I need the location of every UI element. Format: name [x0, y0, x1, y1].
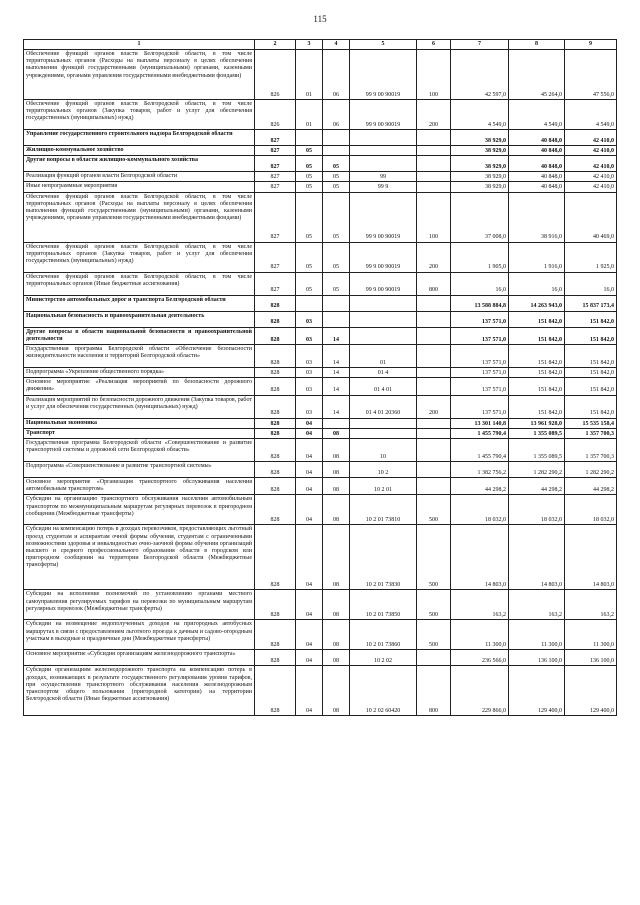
row-name-cell: Обеспечение функций органов власти Белгородской области, в том числе территориальных органов (Расходы на выплаты персоналу в целях обеспечения выполнения функций государственными (муниципальными) органами, казенными учреждениями, органами управления государственными внебюджетными фондами)	[24, 50, 255, 100]
amount-year2-cell: 40 848,0	[509, 172, 565, 182]
table-row	[24, 50, 617, 100]
expense-type-cell: 500	[417, 590, 451, 620]
ved-code-cell: 827	[255, 146, 296, 156]
table-row	[24, 525, 617, 590]
row-name-cell: Реализация мероприятий по безопасности дорожного движения (Закупка товаров, работ и услуг для обеспечения государственных (муниципальных) нужд)	[24, 395, 255, 418]
subsection-code-cell: 08	[323, 666, 350, 716]
row-name-cell: Транспорт	[24, 428, 255, 438]
table-row	[24, 378, 617, 395]
subsection-code-cell: 05	[323, 272, 350, 295]
amount-year3-cell: 15 535 158,4	[565, 418, 617, 428]
ved-code-cell: 828	[255, 368, 296, 378]
target-article-cell: 99 9 00 90019	[350, 192, 417, 242]
amount-year3-cell: 151 842,0	[565, 378, 617, 395]
section-code-cell: 05	[296, 192, 323, 242]
subsection-code-cell: 14	[323, 327, 350, 344]
target-article-cell: 10	[350, 439, 417, 462]
amount-year1-cell: 137 571,0	[451, 378, 509, 395]
ved-code-cell: 827	[255, 172, 296, 182]
expense-type-cell	[417, 295, 451, 311]
amount-year3-cell: 42 410,0	[565, 146, 617, 156]
expense-type-cell: 200	[417, 100, 451, 130]
expense-type-cell	[417, 428, 451, 438]
amount-year2-cell: 38 916,0	[509, 192, 565, 242]
expense-type-cell	[417, 182, 451, 192]
section-code-cell: 05	[296, 272, 323, 295]
amount-year1-cell: 18 032,0	[451, 495, 509, 525]
amount-year1-cell: 38 929,0	[451, 182, 509, 192]
section-code-cell	[296, 295, 323, 311]
amount-year1-cell: 137 571,0	[451, 368, 509, 378]
amount-year1-cell: 13 301 140,8	[451, 418, 509, 428]
header-cell: 4	[323, 40, 350, 50]
target-article-cell: 99 9 00 90019	[350, 100, 417, 130]
table-header-row	[24, 40, 617, 50]
row-name-cell: Реализация функций органов власти Белгородской области	[24, 172, 255, 182]
amount-year2-cell: 40 848,0	[509, 130, 565, 146]
table-row	[24, 428, 617, 438]
amount-year3-cell: 151 842,0	[565, 327, 617, 344]
amount-year1-cell: 14 803,0	[451, 525, 509, 590]
target-article-cell	[350, 146, 417, 156]
header-cell: 1	[24, 40, 255, 50]
subsection-code-cell: 14	[323, 345, 350, 368]
target-article-cell: 10 2 01 73830	[350, 525, 417, 590]
subsection-code-cell: 08	[323, 525, 350, 590]
subsection-code-cell	[323, 130, 350, 146]
amount-year3-cell: 151 842,0	[565, 311, 617, 327]
section-code-cell: 03	[296, 311, 323, 327]
amount-year3-cell: 14 803,0	[565, 525, 617, 590]
expense-type-cell: 500	[417, 495, 451, 525]
section-code-cell: 05	[296, 156, 323, 172]
row-name-cell: Обеспечение функций органов власти Белгородской области, в том числе территориальных органов (Расходы на выплаты персоналу в целях обеспечения выполнения функций государственными (муниципальными) органами, казенными учреждениями, органами управления государственными внебюджетными фондами)	[24, 192, 255, 242]
expense-type-cell	[417, 378, 451, 395]
amount-year3-cell: 16,0	[565, 272, 617, 295]
ved-code-cell: 828	[255, 395, 296, 418]
subsection-code-cell: 05	[323, 192, 350, 242]
expense-type-cell	[417, 172, 451, 182]
amount-year2-cell: 13 961 928,0	[509, 418, 565, 428]
target-article-cell	[350, 418, 417, 428]
table-row	[24, 272, 617, 295]
amount-year2-cell: 163,2	[509, 590, 565, 620]
amount-year2-cell: 1 282 290,2	[509, 462, 565, 478]
amount-year2-cell: 40 848,0	[509, 146, 565, 156]
amount-year3-cell: 47 556,0	[565, 50, 617, 100]
amount-year2-cell: 129 400,0	[509, 666, 565, 716]
subsection-code-cell	[323, 295, 350, 311]
target-article-cell: 99 9	[350, 182, 417, 192]
expense-type-cell: 200	[417, 395, 451, 418]
table-body	[24, 50, 617, 716]
table-row	[24, 478, 617, 495]
subsection-code-cell: 08	[323, 428, 350, 438]
amount-year2-cell: 45 264,0	[509, 50, 565, 100]
amount-year2-cell: 151 842,0	[509, 378, 565, 395]
table-row	[24, 368, 617, 378]
target-article-cell	[350, 428, 417, 438]
target-article-cell: 99 9 00 90019	[350, 242, 417, 272]
table-row	[24, 495, 617, 525]
target-article-cell: 01	[350, 345, 417, 368]
ved-code-cell: 828	[255, 439, 296, 462]
expense-type-cell	[417, 368, 451, 378]
subsection-code-cell: 05	[323, 182, 350, 192]
header-cell: 8	[509, 40, 565, 50]
ved-code-cell: 827	[255, 272, 296, 295]
ved-code-cell: 826	[255, 100, 296, 130]
ved-code-cell: 828	[255, 666, 296, 716]
table-row	[24, 182, 617, 192]
header-cell: 2	[255, 40, 296, 50]
expense-type-cell	[417, 156, 451, 172]
ved-code-cell: 828	[255, 590, 296, 620]
target-article-cell	[350, 156, 417, 172]
ved-code-cell: 828	[255, 345, 296, 368]
row-name-cell: Субсидии на компенсацию потерь в доходах перевозчиков, предоставляющих льготный проезд студентам и аспирантам очной формы обучения, студентам с ограниченными возможностями здоровья и инвалидностью очно-заочной формы обучения организаций высшего и среднего профессионального образования области в городском или пригородном сообщении на территории Белгородской области (Межбюджетные трансферты)	[24, 525, 255, 590]
page-number: 115	[313, 14, 327, 24]
amount-year1-cell: 38 929,0	[451, 172, 509, 182]
row-name-cell: Подпрограмма «Совершенствование и развитие транспортной системы»	[24, 462, 255, 478]
subsection-code-cell: 05	[323, 242, 350, 272]
amount-year3-cell: 1 925,0	[565, 242, 617, 272]
expense-type-cell	[417, 345, 451, 368]
expense-type-cell	[417, 418, 451, 428]
target-article-cell	[350, 295, 417, 311]
ved-code-cell: 828	[255, 327, 296, 344]
ved-code-cell: 828	[255, 525, 296, 590]
expense-type-cell: 500	[417, 525, 451, 590]
amount-year3-cell: 1 357 700,3	[565, 428, 617, 438]
target-article-cell: 01 4 01 20360	[350, 395, 417, 418]
expense-type-cell: 500	[417, 620, 451, 650]
row-name-cell: Основное мероприятие «Субсидии организациям железнодорожного транспорта»	[24, 650, 255, 666]
table-row	[24, 311, 617, 327]
amount-year3-cell: 151 842,0	[565, 395, 617, 418]
target-article-cell: 01 4 01	[350, 378, 417, 395]
target-article-cell: 10 2 02	[350, 650, 417, 666]
amount-year1-cell: 11 300,0	[451, 620, 509, 650]
amount-year1-cell: 44 298,2	[451, 478, 509, 495]
amount-year2-cell: 14 803,0	[509, 525, 565, 590]
section-code-cell: 04	[296, 650, 323, 666]
subsection-code-cell: 14	[323, 395, 350, 418]
target-article-cell	[350, 311, 417, 327]
target-article-cell: 99	[350, 172, 417, 182]
section-code-cell: 01	[296, 100, 323, 130]
header-cell: 5	[350, 40, 417, 50]
row-name-cell: Субсидии на исполнение полномочий по установлению органами местного самоуправления регулируемых тарифов на перевозки по муниципальным маршрутам регулярных перевозок (Межбюджетные трансферты)	[24, 590, 255, 620]
section-code-cell: 03	[296, 378, 323, 395]
amount-year1-cell: 4 549,0	[451, 100, 509, 130]
expense-type-cell: 800	[417, 666, 451, 716]
amount-year1-cell: 37 008,0	[451, 192, 509, 242]
header-cell: 6	[417, 40, 451, 50]
ved-code-cell: 826	[255, 50, 296, 100]
ved-code-cell: 828	[255, 462, 296, 478]
row-name-cell: Управление государственного строительного надзора Белгородской области	[24, 130, 255, 146]
amount-year3-cell: 15 837 173,4	[565, 295, 617, 311]
section-code-cell: 03	[296, 395, 323, 418]
amount-year1-cell: 1 455 790,4	[451, 439, 509, 462]
amount-year1-cell: 137 571,0	[451, 345, 509, 368]
amount-year2-cell: 4 549,0	[509, 100, 565, 130]
expense-type-cell	[417, 478, 451, 495]
subsection-code-cell: 08	[323, 478, 350, 495]
ved-code-cell: 828	[255, 478, 296, 495]
amount-year1-cell: 16,0	[451, 272, 509, 295]
ved-code-cell: 828	[255, 428, 296, 438]
row-name-cell: Государственная программа Белгородской области «Обеспечение безопасности жизнедеятельности населения и территорий Белгородской области»	[24, 345, 255, 368]
target-article-cell: 99 9 00 90019	[350, 50, 417, 100]
amount-year3-cell: 1 282 290,2	[565, 462, 617, 478]
amount-year2-cell: 16,0	[509, 272, 565, 295]
amount-year3-cell: 18 032,0	[565, 495, 617, 525]
expense-type-cell	[417, 311, 451, 327]
row-name-cell: Национальная безопасность и правоохранительная деятельность	[24, 311, 255, 327]
subsection-code-cell: 08	[323, 590, 350, 620]
row-name-cell: Иные непрограммные мероприятия	[24, 182, 255, 192]
table-row	[24, 345, 617, 368]
target-article-cell: 10 2 02 60420	[350, 666, 417, 716]
section-code-cell: 03	[296, 368, 323, 378]
amount-year1-cell: 1 455 790,4	[451, 428, 509, 438]
section-code-cell: 05	[296, 146, 323, 156]
amount-year1-cell: 1 382 756,2	[451, 462, 509, 478]
expense-type-cell	[417, 650, 451, 666]
amount-year3-cell: 42 410,0	[565, 172, 617, 182]
subsection-code-cell	[323, 418, 350, 428]
subsection-code-cell: 08	[323, 620, 350, 650]
amount-year3-cell: 151 842,0	[565, 368, 617, 378]
amount-year1-cell: 38 929,0	[451, 130, 509, 146]
section-code-cell: 03	[296, 327, 323, 344]
ved-code-cell: 828	[255, 418, 296, 428]
table-row	[24, 192, 617, 242]
section-code-cell: 04	[296, 462, 323, 478]
target-article-cell	[350, 130, 417, 146]
target-article-cell: 10 2 01 73850	[350, 590, 417, 620]
row-name-cell: Субсидии на организацию транспортного обслуживания населения автомобильным транспортом по межмуниципальным маршрутам регулярных перевозок в пригородном сообщении (Межбюджетные трансферты)	[24, 495, 255, 525]
table-row	[24, 418, 617, 428]
section-code-cell: 04	[296, 478, 323, 495]
amount-year1-cell: 1 905,0	[451, 242, 509, 272]
target-article-cell: 01 4	[350, 368, 417, 378]
table-row	[24, 620, 617, 650]
ved-code-cell: 827	[255, 182, 296, 192]
amount-year2-cell: 44 298,2	[509, 478, 565, 495]
section-code-cell: 04	[296, 525, 323, 590]
row-name-cell: Подпрограмма «Укрепление общественного порядка»	[24, 368, 255, 378]
amount-year2-cell: 151 842,0	[509, 395, 565, 418]
section-code-cell: 04	[296, 620, 323, 650]
amount-year2-cell: 151 842,0	[509, 345, 565, 368]
amount-year3-cell: 11 300,0	[565, 620, 617, 650]
header-cell: 7	[451, 40, 509, 50]
section-code-cell: 05	[296, 242, 323, 272]
section-code-cell: 05	[296, 182, 323, 192]
section-code-cell: 04	[296, 590, 323, 620]
ved-code-cell: 828	[255, 495, 296, 525]
subsection-code-cell: 06	[323, 100, 350, 130]
section-code-cell: 04	[296, 439, 323, 462]
target-article-cell: 10 2 01 73860	[350, 620, 417, 650]
amount-year1-cell: 38 929,0	[451, 156, 509, 172]
subsection-code-cell: 08	[323, 495, 350, 525]
table-row	[24, 146, 617, 156]
amount-year3-cell: 40 469,0	[565, 192, 617, 242]
amount-year2-cell: 11 300,0	[509, 620, 565, 650]
row-name-cell: Субсидии организациям железнодорожного транспорта на компенсацию потерь в доходах, возникающих в результате государственного регулирования уровня тарифов, при осуществлении транспортного обслуживания населения железнодорожным транспортом общего пользования (пригородной категории) на территории Белгородской области (Иные бюджетные ассигнования)	[24, 666, 255, 716]
expense-type-cell	[417, 146, 451, 156]
row-name-cell: Другие вопросы в области национальной безопасности и правоохранительной деятельности	[24, 327, 255, 344]
ved-code-cell: 827	[255, 130, 296, 146]
row-name-cell: Субсидии на возмещение недополученных доходов на пригородных автобусных маршрутах в связи с предоставлением льготного проезда к дачным и садово-огородным участкам в выходные и праздничные дни (Межбюджетные трансферты)	[24, 620, 255, 650]
section-code-cell: 04	[296, 495, 323, 525]
target-article-cell: 99 9 00 90019	[350, 272, 417, 295]
amount-year3-cell: 42 410,0	[565, 130, 617, 146]
subsection-code-cell: 14	[323, 378, 350, 395]
target-article-cell	[350, 327, 417, 344]
amount-year3-cell: 4 549,0	[565, 100, 617, 130]
section-code-cell	[296, 130, 323, 146]
amount-year1-cell: 163,2	[451, 590, 509, 620]
amount-year2-cell: 40 848,0	[509, 156, 565, 172]
budget-table	[23, 39, 617, 716]
amount-year3-cell: 42 410,0	[565, 182, 617, 192]
section-code-cell: 04	[296, 428, 323, 438]
expense-type-cell	[417, 439, 451, 462]
amount-year1-cell: 137 571,0	[451, 311, 509, 327]
row-name-cell: Государственная программа Белгородской области «Совершенствование и развитие транспортной системы и дорожной сети Белгородской области»	[24, 439, 255, 462]
amount-year2-cell: 1 916,0	[509, 242, 565, 272]
table-row	[24, 666, 617, 716]
amount-year2-cell: 136 100,0	[509, 650, 565, 666]
amount-year2-cell: 151 842,0	[509, 368, 565, 378]
amount-year1-cell: 137 571,0	[451, 327, 509, 344]
amount-year1-cell: 236 566,0	[451, 650, 509, 666]
table-row	[24, 156, 617, 172]
expense-type-cell: 100	[417, 50, 451, 100]
table-row	[24, 130, 617, 146]
header-cell: 3	[296, 40, 323, 50]
subsection-code-cell: 05	[323, 156, 350, 172]
row-name-cell: Основное мероприятие «Реализация мероприятий по безопасности дорожного движения»	[24, 378, 255, 395]
amount-year1-cell: 13 588 884,8	[451, 295, 509, 311]
target-article-cell: 10 2	[350, 462, 417, 478]
expense-type-cell: 200	[417, 242, 451, 272]
expense-type-cell	[417, 462, 451, 478]
expense-type-cell: 800	[417, 272, 451, 295]
amount-year3-cell: 163,2	[565, 590, 617, 620]
amount-year2-cell: 1 355 089,5	[509, 439, 565, 462]
table-row	[24, 295, 617, 311]
expense-type-cell	[417, 130, 451, 146]
row-name-cell: Министерство автомобильных дорог и транспорта Белгородской области	[24, 295, 255, 311]
amount-year1-cell: 38 929,0	[451, 146, 509, 156]
section-code-cell: 05	[296, 172, 323, 182]
row-name-cell: Обеспечение функций органов власти Белгородской области, в том числе территориальных органов (Закупка товаров, работ и услуг для обеспечения государственных (муниципальных) нужд)	[24, 242, 255, 272]
ved-code-cell: 828	[255, 295, 296, 311]
row-name-cell: Другие вопросы в области жилищно-коммунального хозяйства	[24, 156, 255, 172]
subsection-code-cell	[323, 146, 350, 156]
header-cell: 9	[565, 40, 617, 50]
amount-year3-cell: 42 410,0	[565, 156, 617, 172]
row-name-cell: Обеспечение функций органов власти Белгородской области, в том числе территориальных органов (Закупка товаров, работ и услуг для обеспечения государственных (муниципальных) нужд)	[24, 100, 255, 130]
ved-code-cell: 827	[255, 242, 296, 272]
amount-year3-cell: 151 842,0	[565, 345, 617, 368]
amount-year1-cell: 229 866,0	[451, 666, 509, 716]
amount-year1-cell: 137 571,0	[451, 395, 509, 418]
amount-year3-cell: 1 357 700,3	[565, 439, 617, 462]
subsection-code-cell	[323, 311, 350, 327]
table-row	[24, 242, 617, 272]
table-row	[24, 395, 617, 418]
ved-code-cell: 828	[255, 378, 296, 395]
amount-year2-cell: 18 032,0	[509, 495, 565, 525]
table-row	[24, 327, 617, 344]
ved-code-cell: 827	[255, 156, 296, 172]
amount-year2-cell: 14 263 943,0	[509, 295, 565, 311]
subsection-code-cell: 05	[323, 172, 350, 182]
amount-year2-cell: 151 842,0	[509, 327, 565, 344]
section-code-cell: 01	[296, 50, 323, 100]
ved-code-cell: 828	[255, 650, 296, 666]
section-code-cell: 04	[296, 666, 323, 716]
amount-year2-cell: 151 842,0	[509, 311, 565, 327]
expense-type-cell	[417, 327, 451, 344]
section-code-cell: 03	[296, 345, 323, 368]
amount-year3-cell: 44 298,2	[565, 478, 617, 495]
row-name-cell: Обеспечение функций органов власти Белгородской области, в том числе территориальных органов (Иные бюджетные ассигнования)	[24, 272, 255, 295]
target-article-cell: 10 2 01 73810	[350, 495, 417, 525]
row-name-cell: Основное мероприятие «Организация транспортного обслуживания населения автомобильным транспортом»	[24, 478, 255, 495]
expense-type-cell: 100	[417, 192, 451, 242]
subsection-code-cell: 08	[323, 439, 350, 462]
table-row	[24, 462, 617, 478]
subsection-code-cell: 14	[323, 368, 350, 378]
ved-code-cell: 828	[255, 311, 296, 327]
amount-year3-cell: 129 400,0	[565, 666, 617, 716]
amount-year2-cell: 1 355 089,5	[509, 428, 565, 438]
target-article-cell: 10 2 01	[350, 478, 417, 495]
ved-code-cell: 828	[255, 620, 296, 650]
amount-year1-cell: 42 597,0	[451, 50, 509, 100]
table-row	[24, 590, 617, 620]
row-name-cell: Национальная экономика	[24, 418, 255, 428]
table-row	[24, 650, 617, 666]
subsection-code-cell: 08	[323, 650, 350, 666]
row-name-cell: Жилищно-коммунальное хозяйство	[24, 146, 255, 156]
table-row	[24, 100, 617, 130]
section-code-cell: 04	[296, 418, 323, 428]
subsection-code-cell: 06	[323, 50, 350, 100]
subsection-code-cell: 08	[323, 462, 350, 478]
amount-year3-cell: 136 100,0	[565, 650, 617, 666]
amount-year2-cell: 40 848,0	[509, 182, 565, 192]
ved-code-cell: 827	[255, 192, 296, 242]
table-row	[24, 439, 617, 462]
table-row	[24, 172, 617, 182]
